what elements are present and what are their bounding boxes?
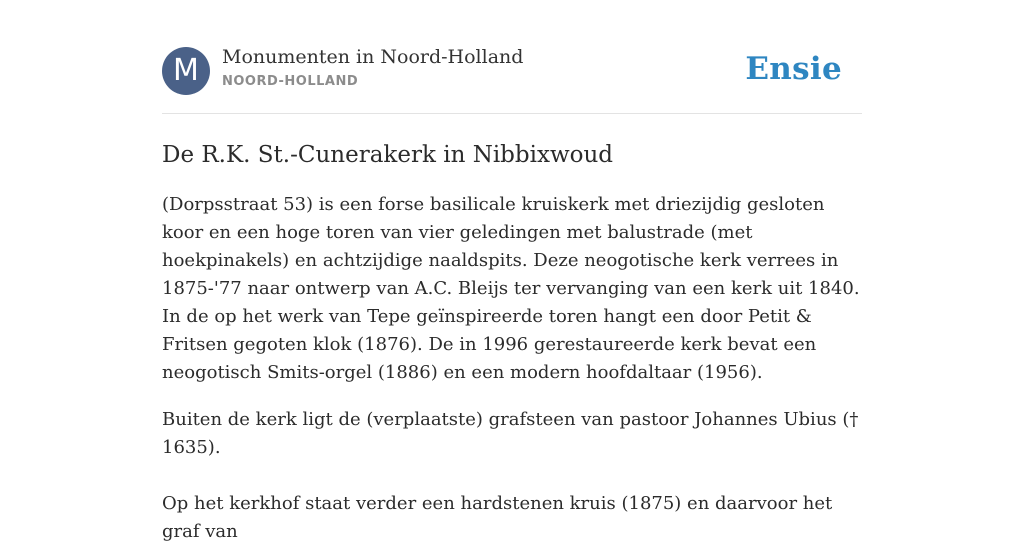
header (162, 0, 862, 114)
brand-logo[interactable]: Ensie (745, 51, 842, 87)
page-content (162, 0, 862, 546)
source-subtitle: NOORD-HOLLAND (222, 74, 359, 89)
article-title: De R.K. St.-Cunerakerk in Nibbixwoud (162, 142, 614, 168)
article-paragraph-3: Op het kerkhof staat verder een hardstenen kruis (1875) en daarvoor het graf van (162, 493, 833, 542)
article-paragraph-2: Buiten de kerk ligt de (verplaatste) grafsteen van pastoor Johannes Ubius († 1635). (162, 409, 859, 458)
source-title[interactable]: Monumenten in Noord-Holland (222, 46, 524, 68)
avatar[interactable]: M (162, 47, 210, 95)
article-paragraph-1: (Dorpsstraat 53) is een forse basilicale kruiskerk met driezijdig gesloten koor en een hoge toren van vier geledingen met balustrade (met hoekpinakels) en achtzijdige naaldspits. Deze neogotische kerk verrees in 1875-'77 naar ontwerp van A.C. Bleijs ter vervanging van een kerk uit 1840. In de op het werk van Tepe geïnspireerde toren hangt een door Petit & Fritsen gegoten klok (1876). De in 1996 gerestaureerde kerk bevat een neogotisch Smits-orgel (1886) en een modern hoofdaltaar (1956). (162, 194, 860, 383)
